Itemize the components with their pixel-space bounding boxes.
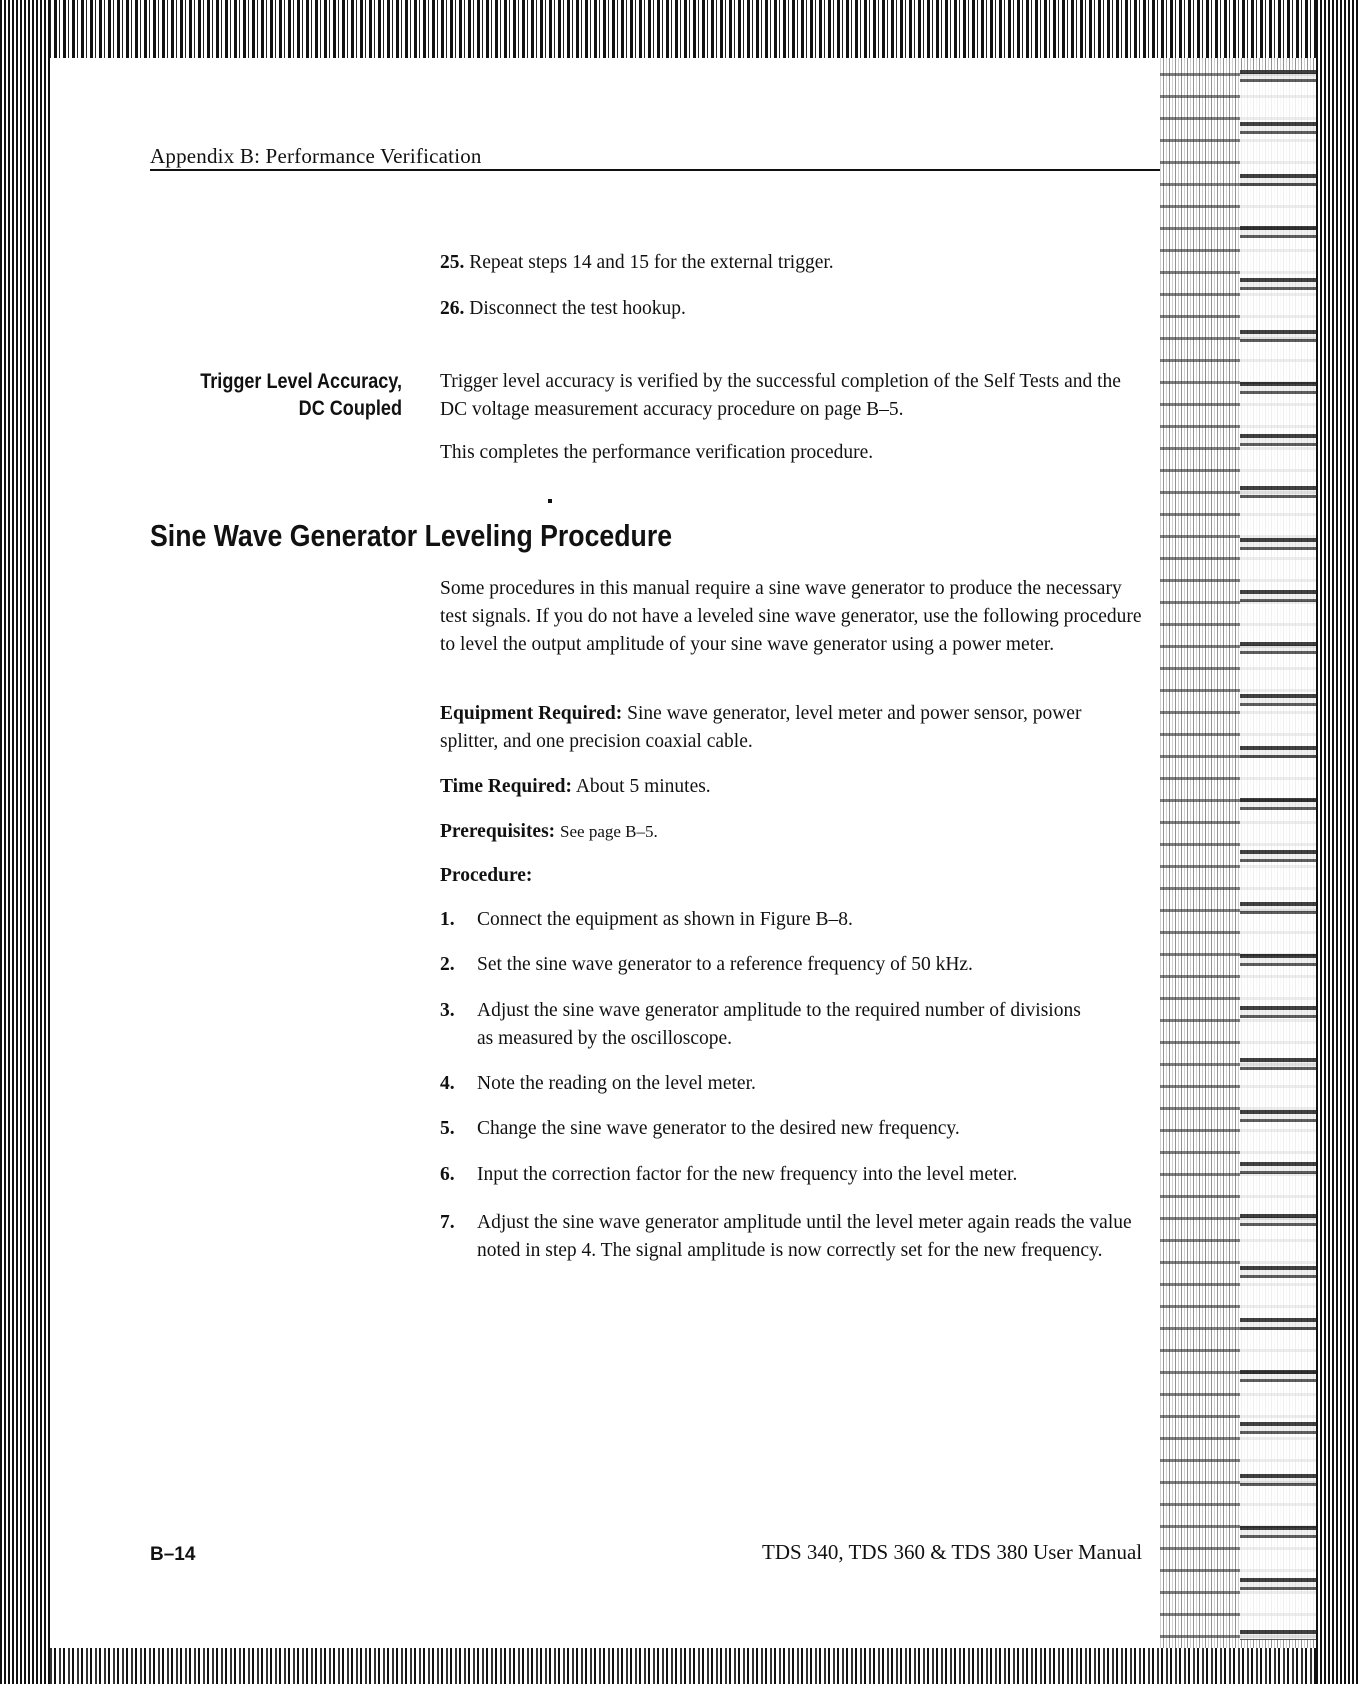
side-heading-line1: Trigger Level Accuracy,	[200, 370, 402, 393]
procedure-step-text: Adjust the sine wave generator amplitude to the required number of divisions as measured by the oscilloscope.	[477, 1000, 1081, 1049]
procedure-step-number: 6.	[440, 1164, 455, 1185]
equipment-text: Sine wave generator, level meter and power sensor, power splitter, and one precision coaxial cable.	[440, 703, 1082, 752]
step-25	[440, 249, 834, 277]
procedure-step-number: 7.	[440, 1212, 455, 1233]
equipment-required	[440, 700, 1142, 756]
section-title: Sine Wave Generator Leveling Procedure	[150, 518, 673, 553]
page-number: B–14	[150, 1544, 196, 1565]
procedure-step-text: Input the correction factor for the new frequency into the level meter.	[477, 1164, 1018, 1185]
step-26	[440, 295, 686, 323]
procedure-step-text: Note the reading on the level meter.	[477, 1073, 756, 1094]
time-text: About 5 minutes.	[575, 776, 711, 797]
scan-border-right	[1316, 0, 1358, 1684]
prerequisites	[440, 818, 1142, 846]
scan-border-left	[0, 0, 50, 1684]
procedure-step-number: 1.	[440, 909, 455, 930]
scan-border-top	[0, 0, 1358, 58]
side-heading-line2: DC Coupled	[298, 397, 402, 420]
manual-title: TDS 340, TDS 360 & TDS 380 User Manual	[762, 1540, 1143, 1564]
prereq-label: Prerequisites:	[440, 821, 556, 842]
procedure-step-number: 5.	[440, 1118, 455, 1139]
procedure-step-text: Change the sine wave generator to the desired new frequency.	[477, 1118, 960, 1139]
equipment-label: Equipment Required:	[440, 703, 623, 724]
prereq-text: See page B–5.	[560, 822, 658, 841]
scan-border-bottom	[0, 1648, 1358, 1684]
procedure-step-text: Adjust the sine wave generator amplitude until the level meter again reads the value noted in step 4. The signal amplitude is now correctly set for the new frequency.	[477, 1212, 1132, 1261]
running-header: Appendix B: Performance Verification	[150, 144, 482, 168]
step-number: 25.	[440, 252, 465, 273]
procedure-step-text: Connect the equipment as shown in Figure B–8.	[477, 909, 853, 930]
stray-mark	[548, 499, 552, 503]
procedure-step-number: 2.	[440, 954, 455, 975]
step-number: 26.	[440, 298, 465, 319]
time-label: Time Required:	[440, 776, 572, 797]
side-heading-trigger-level	[177, 368, 402, 422]
procedure-step-number: 4.	[440, 1073, 455, 1094]
time-required	[440, 773, 1142, 801]
procedure-step-text: Set the sine wave generator to a reference frequency of 50 kHz.	[477, 954, 973, 975]
header-rule	[150, 169, 1160, 171]
procedure-label: Procedure:	[440, 865, 533, 886]
trigger-paragraph: Trigger level accuracy is verified by the successful completion of the Self Tests and the DC voltage measurement accuracy procedure on page B–5.	[440, 371, 1121, 420]
procedure-step-number: 3.	[440, 1000, 455, 1021]
step-text: Disconnect the test hookup.	[469, 298, 686, 319]
intro-paragraph: Some procedures in this manual require a sine wave generator to produce the necessary test signals. If you do not have a leveled sine wave generator, use the following procedure to level the output amplitude of your sine wave generator using a power meter.	[440, 578, 1142, 655]
spiral-binding-rings	[1240, 70, 1316, 1640]
step-text: Repeat steps 14 and 15 for the external trigger.	[469, 252, 834, 273]
completion-text: This completes the performance verification procedure.	[440, 442, 874, 463]
